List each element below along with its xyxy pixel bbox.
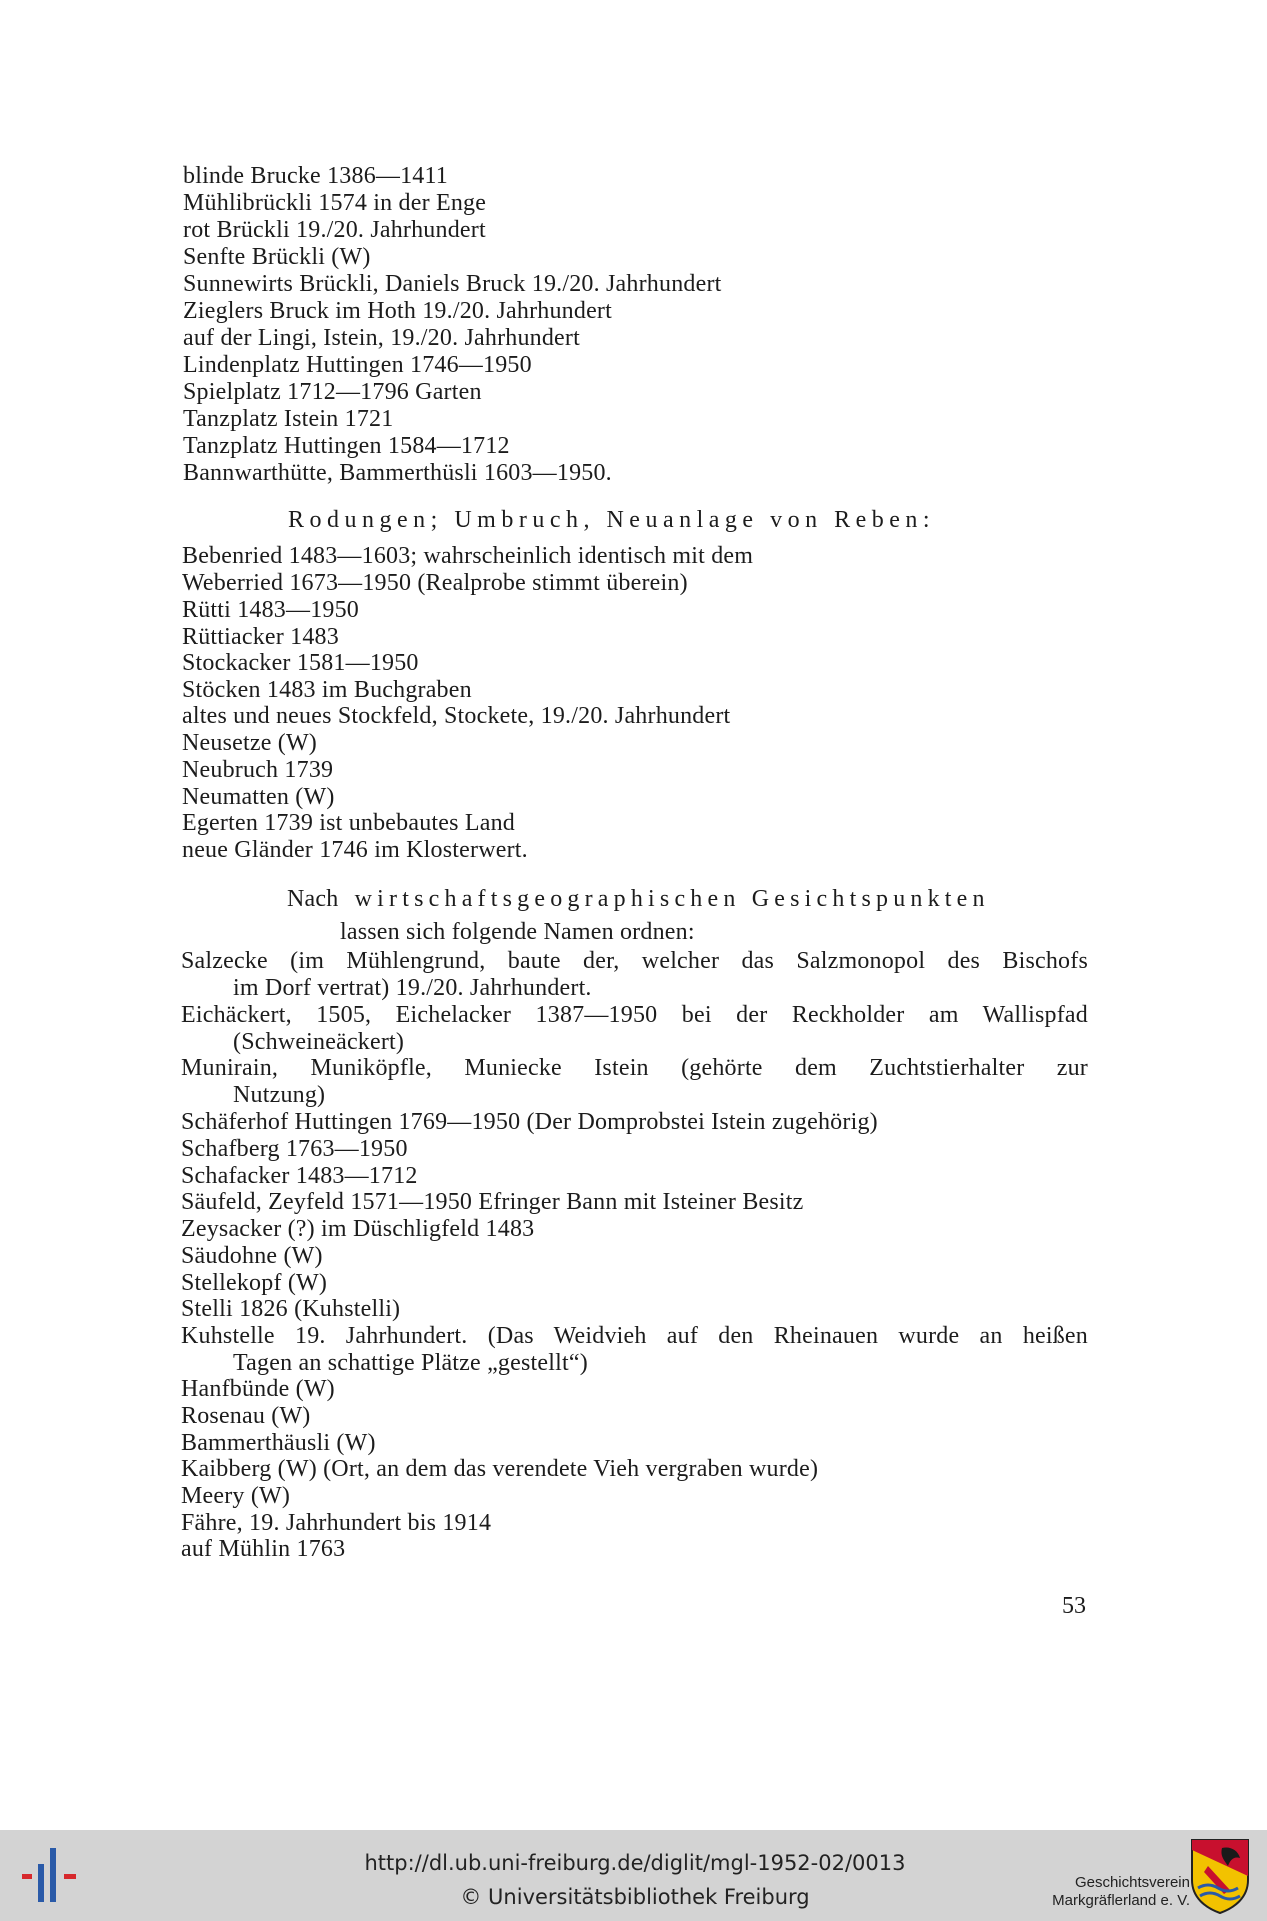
text-line: Egerten 1739 ist unbebautes Land: [182, 810, 515, 836]
text-line: Spielplatz 1712—1796 Garten: [183, 379, 482, 405]
footer-url-link[interactable]: http://dl.ub.uni-freiburg.de/diglit/mgl-1952-02/0013: [364, 1851, 906, 1875]
text-line: Salzecke (im Mühlengrund, baute der, welcher das Salzmonopol des Bischofs: [181, 948, 1088, 974]
text-line: Stelli 1826 (Kuhstelli): [181, 1296, 401, 1322]
section-subheading: lassen sich folgende Namen ordnen:: [340, 919, 695, 945]
text-line: Schafacker 1483—1712: [181, 1163, 418, 1189]
text-line: Schafberg 1763—1950: [181, 1136, 408, 1162]
text-line: im Dorf vertrat) 19./20. Jahrhundert.: [233, 975, 592, 1001]
text-line: Neumatten (W): [182, 784, 335, 810]
text-line: blinde Brucke 1386—1411: [183, 163, 449, 189]
text-line: Zieglers Bruck im Hoth 19./20. Jahrhundert: [183, 298, 612, 324]
digital-library-logo-icon[interactable]: [14, 1840, 84, 1910]
society-line-1: Geschichtsverein: [1074, 1874, 1190, 1891]
heading-spaced: wirtschaftsgeographischen Gesichtspunkten: [354, 886, 990, 912]
text-line: auf Mühlin 1763: [181, 1536, 346, 1562]
text-line: Stöcken 1483 im Buchgraben: [182, 677, 472, 703]
footer-copyright: © Universitätsbibliothek Freiburg: [460, 1885, 810, 1909]
text-line: Kuhstelle 19. Jahrhundert. (Das Weidvieh auf den Rheinauen wurde an heißen: [181, 1323, 1088, 1349]
text-line: Nutzung): [233, 1082, 326, 1108]
text-line: Stellekopf (W): [181, 1270, 328, 1296]
section-heading: Rodungen; Umbruch, Neuanlage von Reben:: [288, 507, 936, 533]
text-line: Neusetze (W): [182, 730, 317, 756]
text-line: Tanzplatz Huttingen 1584—1712: [183, 433, 510, 459]
section-heading: [287, 886, 990, 913]
society-line-2: Markgräflerland e. V.: [1052, 1892, 1190, 1909]
text-line: Rosenau (W): [181, 1403, 311, 1429]
text-line: Rütti 1483—1950: [182, 597, 360, 623]
text-line: Mühlibrückli 1574 in der Enge: [183, 190, 487, 216]
text-line: Tagen an schattige Plätze „gestellt“): [233, 1350, 588, 1376]
text-line: neue Gländer 1746 im Klosterwert.: [182, 837, 528, 863]
text-line: Bammerthäusli (W): [181, 1430, 376, 1456]
text-line: Bebenried 1483—1603; wahrscheinlich identisch mit dem: [182, 543, 754, 569]
heading-prefix: Nach: [287, 886, 339, 912]
text-line: Schäferhof Huttingen 1769—1950 (Der Domprobstei Istein zugehörig): [181, 1109, 878, 1135]
text-line: Neubruch 1739: [182, 757, 334, 783]
coat-of-arms-icon: [1188, 1836, 1252, 1916]
text-line: Weberried 1673—1950 (Realprobe stimmt überein): [182, 570, 688, 596]
text-line: auf der Lingi, Istein, 19./20. Jahrhundert: [183, 325, 580, 351]
text-line: Munirain, Muniköpfle, Muniecke Istein (gehörte dem Zuchtstierhalter zur: [181, 1055, 1088, 1081]
text-line: Säufeld, Zeyfeld 1571—1950 Efringer Bann mit Isteiner Besitz: [181, 1189, 804, 1215]
text-line: Stockacker 1581—1950: [182, 650, 419, 676]
society-name: [1010, 1874, 1190, 1910]
text-line: Senfte Brückli (W): [183, 244, 371, 270]
text-line: Zeysacker (?) im Düschligfeld 1483: [181, 1216, 535, 1242]
text-line: Säudohne (W): [181, 1243, 323, 1269]
text-line: Kaibberg (W) (Ort, an dem das verendete Vieh vergraben wurde): [181, 1456, 819, 1482]
page-number: 53: [1062, 1593, 1086, 1619]
text-line: Tanzplatz Istein 1721: [183, 406, 394, 432]
text-line: Lindenplatz Huttingen 1746—1950: [183, 352, 532, 378]
text-line: Fähre, 19. Jahrhundert bis 1914: [181, 1510, 492, 1536]
text-line: Meery (W): [181, 1483, 291, 1509]
text-line: altes und neues Stockfeld, Stockete, 19./20. Jahrhundert: [182, 703, 731, 729]
text-line: Sunnewirts Brückli, Daniels Bruck 19./20. Jahrhundert: [183, 271, 722, 297]
text-line: rot Brückli 19./20. Jahrhundert: [183, 217, 486, 243]
text-line: Hanfbünde (W): [181, 1376, 335, 1402]
text-line: Eichäckert, 1505, Eichelacker 1387—1950 bei der Reckholder am Wallispfad: [181, 1002, 1088, 1028]
text-line: (Schweineäckert): [233, 1029, 405, 1055]
text-line: Bannwarthütte, Bammerthüsli 1603—1950.: [183, 460, 612, 486]
text-line: Rüttiacker 1483: [182, 624, 339, 650]
